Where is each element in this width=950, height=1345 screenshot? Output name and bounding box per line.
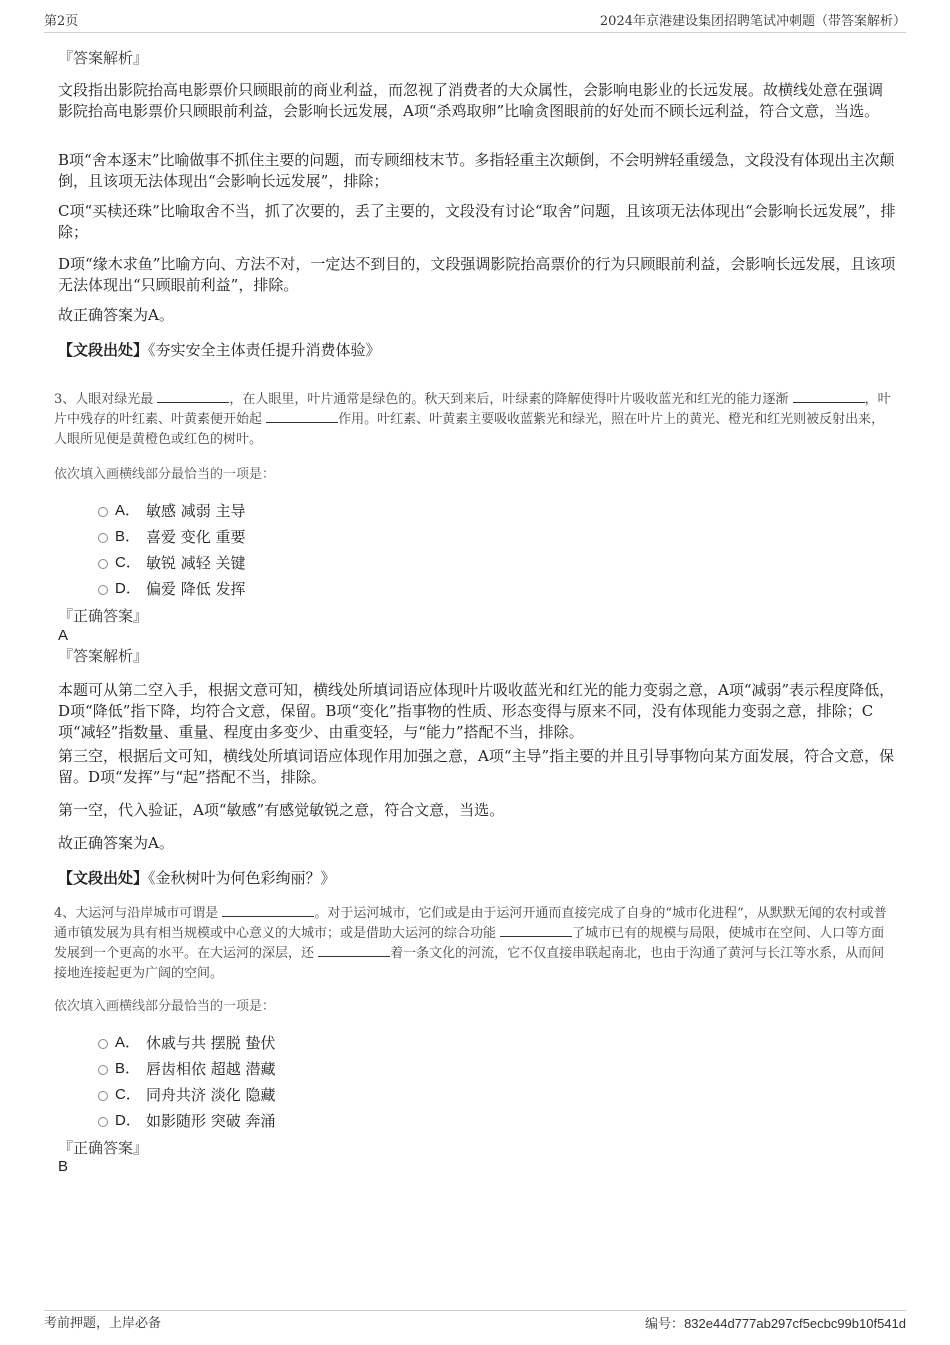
radio-icon[interactable] — [98, 1039, 108, 1049]
correct-answer-label: 『正确答案』 — [58, 1139, 149, 1157]
document-title: 2024年京港建设集团招聘笔试冲刺题（带答案解析） — [599, 14, 906, 29]
radio-icon[interactable] — [98, 1091, 108, 1101]
source-tag: 【文段出处】 — [58, 869, 149, 887]
correct-answer: B — [58, 1158, 69, 1175]
fill-blank — [500, 924, 572, 937]
source-line — [58, 340, 896, 360]
question-4-stem: 4、大运河与沿岸城市可谓是 。对于运河城市，它们或是由于运河开通而直接完成了自身的“城市化进程”，从默默无闻的农村或普通市镇发展为具有相当规模或中心意义的大城市；或是借助大运河的综合功能 了城市已有的规模与局限，使城市在空间、人口等方面发展到一个更高的水平。在大运河的深层，还 着一条文化的河流，它不仅直接串联起南北，也由于沟通了黄河与长江等水系，从而间接地连接起更为广阔的空间。 — [54, 906, 887, 981]
page-number: 第2页 — [44, 14, 79, 29]
analysis-conclusion: 故正确答案为A。 — [58, 306, 174, 324]
radio-icon[interactable] — [98, 559, 108, 569]
source-line — [58, 868, 896, 888]
radio-icon[interactable] — [98, 533, 108, 543]
correct-answer-label: 『正确答案』 — [58, 607, 149, 625]
analysis-paragraph: B项“舍本逐末”比喻做事不抓住主要的问题，而专顾细枝末节。多指轻重主次颠倒，不会明辨轻重缓急，文段没有体现出主次颠倒，且该项无法体现出“会影响长远发展”，排除； — [58, 151, 895, 190]
correct-answer: A — [58, 627, 69, 644]
analysis-paragraph: 本题可从第二空入手，根据文意可知，横线处所填词语应体现叶片吸收蓝光和红光的能力变弱之意，A项“减弱”表示程度降低，D项“降低”指下降，均符合文意，保留。B项“变化”指事物的性质、形态变得与原来不同，没有体现能力变弱之意，排除；C项“减轻”指数量、重量、程度由多变少、由重变轻，与“能力”搭配不当，排除。 — [58, 681, 895, 741]
radio-icon[interactable] — [98, 585, 108, 595]
fill-blank — [266, 410, 338, 423]
source-tag: 【文段出处】 — [58, 341, 149, 359]
fill-blank — [157, 390, 229, 403]
analysis-paragraph: 第一空，代入验证，A项“敏感”有感觉敏锐之意，符合文意，当选。 — [58, 801, 505, 819]
analysis-conclusion: 故正确答案为A。 — [58, 834, 174, 852]
analysis-paragraph: D项“缘木求鱼”比喻方向、方法不对，一定达不到目的，文段强调影院抬高票价的行为只顾眼前利益，会影响长远发展，且该项无法体现出“只顾眼前利益”，排除。 — [58, 255, 896, 294]
question-3-stem: 3、人眼对绿光最 ，在人眼里，叶片通常是绿色的。秋天到来后，叶绿素的降解使得叶片吸收蓝光和红光的能力逐渐 ，叶片中残存的叶红素、叶黄素便开始起 作用。叶红素、叶黄素主要吸收蓝紫光和绿光，照在叶片上的黄光、橙光和红光则被反射出来，人眼所见便是黄橙色或红色的树叶。 — [54, 392, 891, 447]
document-code: 编号：832e44d777ab297cf5ecbc99b10f541d — [645, 1316, 906, 1332]
answer-analysis-label: 『答案解析』 — [58, 49, 149, 67]
radio-icon[interactable] — [98, 1117, 108, 1127]
page-footer — [44, 1310, 906, 1335]
radio-icon[interactable] — [98, 507, 108, 517]
question-3-prompt: 依次填入画横线部分最恰当的一项是： — [54, 467, 276, 482]
question-4-prompt: 依次填入画横线部分最恰当的一项是： — [54, 999, 276, 1014]
fill-blank — [318, 944, 390, 957]
fill-blank — [222, 904, 314, 917]
page-header — [44, 10, 906, 33]
source-title: 《夯实安全主体责任提升消费体验》 — [148, 341, 381, 359]
radio-icon[interactable] — [98, 1065, 108, 1075]
analysis-paragraph: C项“买椟还珠”比喻取舍不当，抓了次要的，丢了主要的，文段没有讨论“取舍”问题，且该项无法体现出“会影响长远发展”，排除； — [58, 202, 896, 241]
analysis-paragraph: 第三空，根据后文可知，横线处所填词语应体现作用加强之意，A项“主导”指主要的并且引导事物向某方面发展，符合文意，保留。D项“发挥”与“起”搭配不当，排除。 — [58, 747, 895, 786]
answer-analysis-label: 『答案解析』 — [58, 647, 149, 665]
source-title: 《金秋树叶为何色彩绚丽？》 — [148, 869, 336, 887]
footer-slogan: 考前押题，上岸必备 — [44, 1316, 162, 1331]
fill-blank — [793, 390, 865, 403]
analysis-paragraph: 文段指出影院抬高电影票价只顾眼前的商业利益，而忽视了消费者的大众属性，会影响电影业的长远发展。故横线处意在强调影院抬高电影票价只顾眼前利益，会影响长远发展，A项“杀鸡取卵”比喻贪图眼前的好处而不顾长远利益，符合文意，当选。 — [58, 81, 884, 120]
